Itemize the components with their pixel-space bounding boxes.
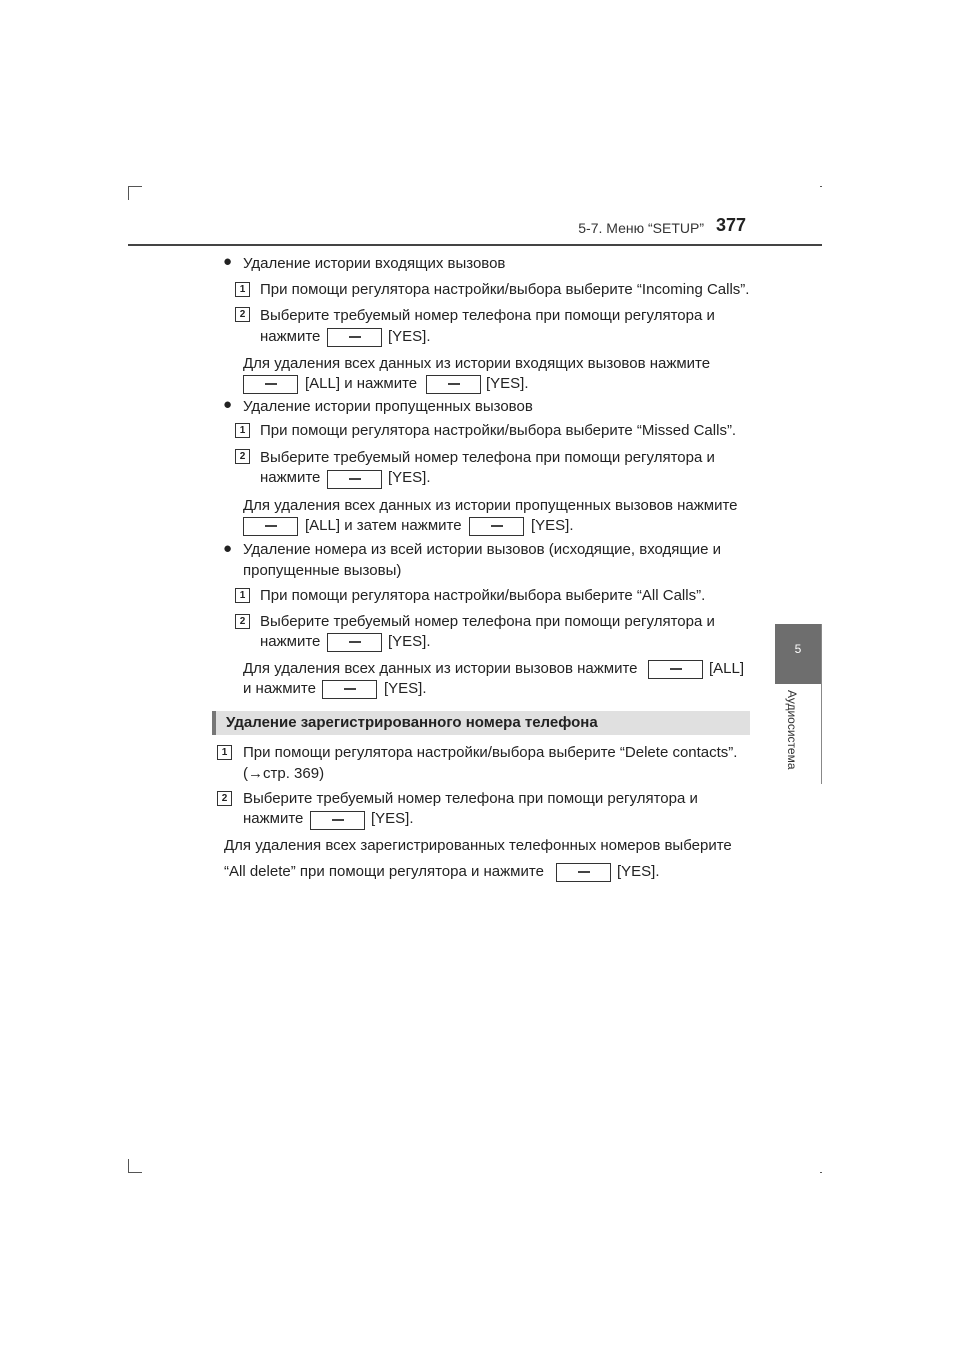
delete-button-icon [243,517,298,536]
header-rule [128,244,822,246]
bullet-icon: ● [223,396,233,413]
crop-mark [128,186,129,200]
delete-button-icon [327,633,382,652]
delete-button-icon [556,863,611,882]
step-text: нажмите [260,633,321,650]
step-text: При помощи регулятора настройки/выбора выберите “Missed Calls”. [260,422,737,439]
note-text: [ALL] [709,660,745,677]
step-number-2: 2 [235,614,250,629]
step-text: Выберите требуемый номер телефона при помощи регулятора и [243,790,698,807]
delete-button-icon [322,680,377,699]
step-number-1: 1 [235,423,250,438]
step-text: нажмите [260,328,321,345]
chapter-tab: 5 [775,624,821,684]
step-number-1: 1 [235,588,250,603]
step-number-2: 2 [235,307,250,322]
note-text: Для удаления всех данных из истории вызовов нажмите [243,660,638,677]
step-text: При помощи регулятора настройки/выбора выберите “All Calls”. [260,587,706,604]
item-title: Удаление истории входящих вызовов [243,255,506,272]
item-title: Удаление истории пропущенных вызовов [243,398,533,415]
step-text: При помощи регулятора настройки/выбора выберите “Incoming Calls”. [260,281,750,298]
section-heading: Удаление зарегистрированного номера телефона [212,711,750,735]
step-number-2: 2 [217,791,232,806]
note-text: [ALL] и затем нажмите [305,517,462,534]
item-title: пропущенные вызовы) [243,562,402,579]
crop-mark [820,1172,822,1173]
delete-button-icon [327,470,382,489]
crop-mark [128,1172,142,1173]
delete-button-icon [469,517,524,536]
section-title: 5-7. Меню “SETUP” [578,220,704,236]
note-text: “All delete” при помощи регулятора и нажмите [224,863,544,880]
page-header [128,214,822,246]
page-number: 377 [715,215,746,235]
step-text: [YES]. [388,469,431,486]
step-text: При помощи регулятора настройки/выбора выберите “Delete contacts”. [243,744,738,761]
note-text: и нажмите [243,680,316,697]
step-number-1: 1 [235,282,250,297]
delete-button-icon [310,811,365,830]
step-text: Выберите требуемый номер телефона при помощи регулятора и [260,613,715,630]
step-text: [YES]. [388,633,431,650]
step-number-2: 2 [235,449,250,464]
step-text: нажмите [260,469,321,486]
chapter-tab-rule [821,624,822,784]
delete-button-icon [243,375,298,394]
crop-mark [820,186,822,187]
note-text: [YES]. [486,375,529,392]
note-text: [YES]. [617,863,660,880]
note-text: Для удаления всех данных из истории пропущенных вызовов нажмите [243,497,738,514]
note-text: [YES]. [384,680,427,697]
step-text: [YES]. [371,810,414,827]
chapter-title: Аудиосистема [785,690,799,770]
step-number-1: 1 [217,745,232,760]
delete-button-icon [648,660,703,679]
step-text: Выберите требуемый номер телефона при помощи регулятора и [260,449,715,466]
note-text: [YES]. [531,517,574,534]
bullet-icon: ● [223,253,233,270]
step-text: нажмите [243,810,304,827]
note-text: Для удаления всех зарегистрированных телефонных номеров выберите [224,837,732,854]
crop-mark [128,186,142,187]
note-text: [ALL] и нажмите [305,375,418,392]
note-text: Для удаления всех данных из истории входящих вызовов нажмите [243,355,711,372]
crop-mark [128,1159,129,1173]
step-text: [YES]. [388,328,431,345]
delete-button-icon [426,375,481,394]
step-text: Выберите требуемый номер телефона при помощи регулятора и [260,307,715,324]
delete-button-icon [327,328,382,347]
page-reference: (→стр. 369) [243,765,325,782]
bullet-icon: ● [223,540,233,557]
item-title: Удаление номера из всей истории вызовов (исходящие, входящие и [243,541,722,558]
